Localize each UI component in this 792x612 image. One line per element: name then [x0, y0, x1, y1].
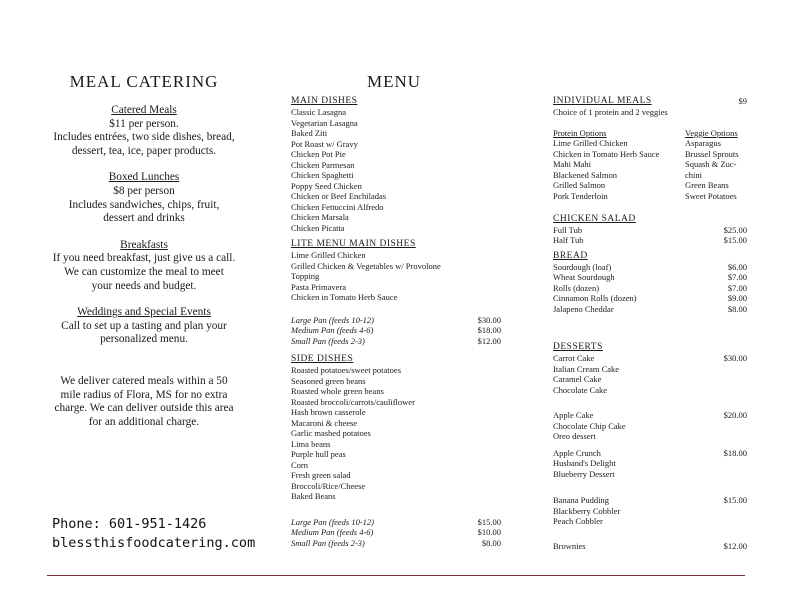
phone-number[interactable]: Phone: 601-951-1426	[52, 516, 207, 532]
list-item: Topping	[291, 271, 320, 281]
list-item: Macaroni & cheese	[291, 417, 358, 428]
item-price: $15.00	[723, 235, 747, 245]
pan-price: $12.00	[477, 335, 501, 346]
list-item: Baked Beans	[291, 491, 336, 501]
protein-options-heading: Protein Options	[553, 127, 607, 138]
group-price: $20.00	[723, 410, 747, 420]
options-table	[553, 128, 747, 202]
dessert-group	[553, 353, 747, 395]
list-item: Garlic mashed potatoes	[291, 428, 371, 438]
side-dish-prices	[291, 517, 501, 549]
item-name: Cinnamon Rolls (dozen)	[553, 293, 637, 303]
item-name: Jalapeno Cheddar	[553, 303, 614, 314]
group-price: $15.00	[723, 495, 747, 505]
info-line: dessert, tea, ice, paper products.	[71, 144, 217, 157]
pan-price: $15.00	[477, 516, 501, 527]
item-name: Sourdough (loaf)	[553, 261, 612, 272]
price-row	[291, 538, 501, 549]
list-item: Green Beans	[685, 180, 729, 190]
desserts-heading: DESSERTS	[553, 342, 603, 352]
list-item: Sweet Potatoes	[685, 190, 737, 201]
list-item: Chicken or Beef Enchiladas	[291, 191, 387, 201]
list-item: Chicken Fettuccini Alfredo	[291, 201, 384, 212]
dessert-list	[553, 495, 747, 527]
list-item: Lime Grilled Chicken	[553, 138, 628, 148]
list-item: Italian Cream Cake	[553, 363, 620, 374]
item-price: $7.00	[727, 282, 747, 293]
dessert-group	[553, 495, 747, 527]
list-item: Poppy Seed Chicken	[291, 180, 362, 191]
group-price: $30.00	[723, 353, 747, 363]
list-item: Hash brown casserole	[291, 407, 366, 417]
catered-meals-heading: Catered Meals	[111, 104, 177, 116]
individual-meals-header	[553, 96, 747, 107]
individual-meals-price: $9	[738, 96, 747, 106]
info-line: We deliver catered meals within a 50	[60, 374, 228, 387]
price-row	[553, 304, 747, 315]
item-name: Half Tub	[553, 235, 584, 245]
price-row	[553, 283, 747, 294]
list-item: Grilled Salmon	[553, 180, 606, 190]
price-row	[291, 325, 501, 336]
list-item: Husband's Delight	[553, 458, 616, 468]
item-price: $25.00	[723, 224, 747, 235]
item-name: Full Tub	[553, 224, 583, 235]
list-item: Chicken Picatta	[291, 222, 345, 233]
boxed-lunches-heading: Boxed Lunches	[108, 171, 180, 184]
dessert-group	[553, 448, 747, 480]
menu-middle-column	[291, 96, 501, 548]
bread-heading: BREAD	[553, 250, 588, 261]
individual-meals-heading: INDIVIDUAL MEALS	[553, 96, 652, 106]
pan-size-label: Large Pan (feeds 10-12)	[291, 314, 375, 325]
protein-options	[553, 128, 659, 202]
list-item: Pasta Primavera	[291, 281, 346, 292]
info-line: $11 per person.	[109, 117, 179, 130]
info-line: for an additional charge.	[88, 415, 200, 428]
list-item: chini	[685, 169, 702, 180]
price-row	[553, 293, 747, 304]
list-item: Corn	[291, 459, 308, 470]
menu-title: MENU	[367, 72, 422, 91]
list-item: Chicken Marsala	[291, 212, 349, 222]
list-item: Chocolate Chip Cake	[553, 420, 626, 431]
pan-size-label: Small Pan (feeds 2-3)	[291, 537, 365, 548]
side-dishes-heading: SIDE DISHES	[291, 354, 354, 364]
pan-size-label: Large Pan (feeds 10-12)	[291, 516, 375, 527]
list-item: Blackberry Cobbler	[553, 505, 621, 516]
catered-meals-section	[44, 104, 244, 158]
pan-price: $18.00	[477, 325, 501, 335]
list-item: Chicken Spaghetti	[291, 170, 354, 180]
list-item: Carrot Cake	[553, 353, 595, 363]
chicken-salad-heading: CHICKEN SALAD	[553, 213, 636, 224]
info-line: dessert and drinks	[103, 212, 185, 225]
list-item: Chocolate Cake	[553, 384, 608, 395]
list-item: Chicken Parmesan	[291, 159, 355, 170]
pan-price: $10.00	[477, 527, 501, 537]
info-line: We can customize the meal to meet	[64, 265, 224, 278]
list-item: Banana Pudding	[553, 495, 609, 505]
item-name: Brownies	[553, 540, 586, 551]
dessert-list	[553, 353, 747, 395]
dessert-group	[553, 410, 747, 442]
info-line: personalized menu.	[100, 333, 188, 346]
list-item: Apple Crunch	[553, 447, 601, 458]
list-item: Blackened Salmon	[553, 169, 617, 180]
list-item: Brussel Sprouts	[685, 148, 739, 159]
weddings-heading: Weddings and Special Events	[77, 306, 211, 319]
list-item: Roasted broccoli/carrots/cauliflower	[291, 396, 415, 407]
list-item: Classic Lasagna	[291, 107, 346, 117]
price-row	[553, 235, 747, 246]
list-item: Peach Cobbler	[553, 516, 603, 526]
veggie-options	[685, 128, 739, 202]
info-line: Call to set up a tasting and plan your	[61, 319, 227, 332]
list-item: Blueberry Dessert	[553, 468, 615, 479]
group-price: $18.00	[723, 447, 747, 458]
item-price: $12.00	[723, 540, 747, 551]
list-item: Apple Cake	[553, 410, 594, 420]
list-item: Caramel Cake	[553, 374, 602, 384]
price-row	[291, 315, 501, 326]
website-link[interactable]: blessthisfoodcatering.com	[52, 535, 256, 551]
main-dish-prices	[291, 315, 501, 347]
list-item: Roasted potatoes/sweet potatoes	[291, 365, 402, 375]
breakfasts-section	[44, 239, 244, 293]
dessert-list	[553, 410, 747, 442]
main-dishes-list	[291, 107, 501, 233]
item-price: $7.00	[727, 272, 747, 282]
list-item: Chicken Pot Pie	[291, 149, 346, 159]
info-line: If you need breakfast, just give us a call.	[52, 252, 236, 265]
footer-divider	[47, 575, 745, 576]
info-line: $8 per person	[113, 184, 175, 197]
pan-price: $8.00	[481, 537, 501, 548]
menu-right-column	[553, 96, 747, 551]
list-item: Chicken in Tomato Herb Sauce	[553, 148, 660, 159]
list-item: Pot Roast w/ Gravy	[291, 138, 358, 149]
weddings-section	[44, 306, 244, 347]
individual-meals-desc: Choice of 1 protein and 2 veggies	[553, 107, 668, 117]
list-item: Purple hull peas	[291, 449, 346, 459]
list-item: Fresh green salad	[291, 470, 351, 480]
pan-size-label: Medium Pan (feeds 4-6)	[291, 325, 374, 335]
lite-menu-list	[291, 250, 501, 303]
item-name: Rolls (dozen)	[553, 282, 600, 293]
brownies-row	[553, 541, 747, 552]
list-item: Chicken in Tomato Herb Sauce	[291, 292, 398, 302]
meal-catering-title: MEAL CATERING	[69, 72, 219, 91]
info-line: charge. We can deliver outside this area	[54, 402, 234, 415]
list-item: Oreo dessert	[553, 431, 596, 441]
list-item: Mahi Mahi	[553, 159, 592, 169]
price-row	[291, 527, 501, 538]
veggie-options-heading: Veggie Options	[685, 127, 738, 138]
list-item: Asparagus	[685, 138, 721, 148]
info-line: Includes sandwiches, chips, fruit,	[68, 198, 220, 211]
dessert-list	[553, 448, 747, 480]
side-dishes-list	[291, 365, 501, 502]
catering-info-column	[44, 104, 244, 429]
list-item: Broccoli/Rice/Cheese	[291, 480, 366, 491]
pan-price: $30.00	[477, 314, 501, 325]
item-price: $6.00	[727, 261, 747, 272]
delivery-section	[44, 375, 244, 429]
price-row	[553, 272, 747, 283]
list-item: Pork Tenderloin	[553, 190, 608, 201]
contact-block	[52, 515, 255, 553]
list-item: Baked Ziti	[291, 128, 328, 138]
lite-menu-heading: LITE MENU MAIN DISHES	[291, 239, 416, 249]
price-row	[553, 225, 747, 236]
info-line: Includes entrées, two side dishes, bread,	[53, 131, 235, 144]
price-row	[291, 517, 501, 528]
main-dishes-heading: MAIN DISHES	[291, 96, 358, 106]
boxed-lunches-section	[44, 171, 244, 225]
list-item: Grilled Chicken & Vegetables w/ Provolone	[291, 260, 441, 271]
pan-size-label: Medium Pan (feeds 4-6)	[291, 527, 374, 537]
item-price: $9.00	[727, 293, 747, 303]
list-item: Squash & Zuc-	[685, 159, 737, 169]
breakfasts-heading: Breakfasts	[120, 238, 168, 251]
price-row	[553, 262, 747, 273]
list-item: Vegetarian Lasagna	[291, 117, 358, 128]
item-price: $8.00	[727, 303, 747, 314]
list-item: Roasted whole green beans	[291, 386, 384, 396]
list-item: Seasoned green beans	[291, 375, 366, 386]
info-line: mile radius of Flora, MS for no extra	[60, 388, 228, 401]
list-item: Lime Grilled Chicken	[291, 250, 366, 260]
pan-size-label: Small Pan (feeds 2-3)	[291, 335, 365, 346]
item-name: Wheat Sourdough	[553, 272, 615, 282]
info-line: your needs and budget.	[91, 279, 197, 292]
list-item: Lima beans	[291, 438, 331, 449]
price-row	[291, 336, 501, 347]
